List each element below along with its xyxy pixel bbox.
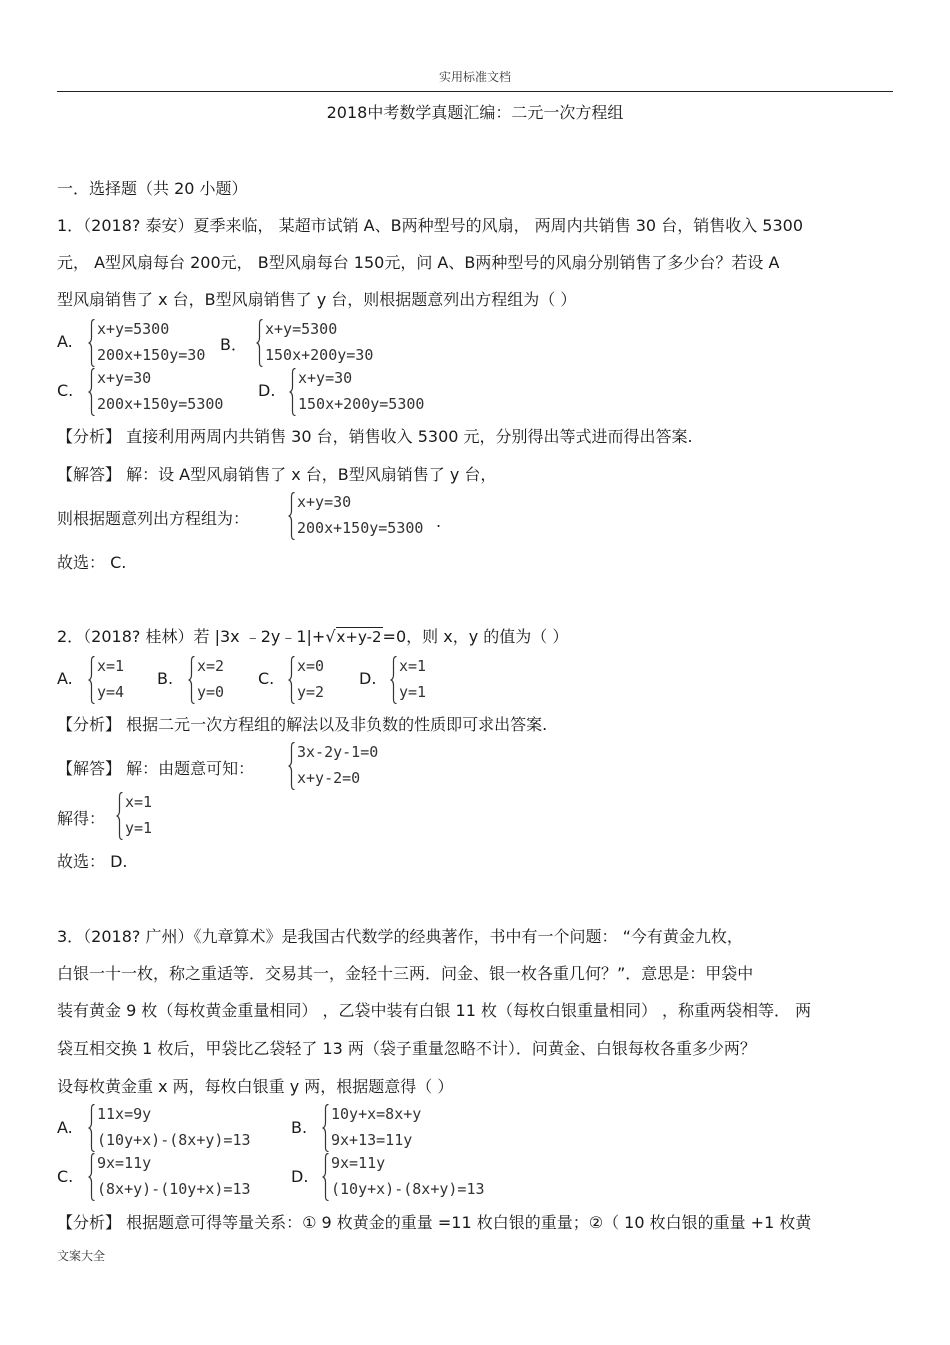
q3-option-b-label: B. [291, 1118, 308, 1137]
q2-answer: 故选： D. [57, 852, 128, 871]
q2-option-a-eq1: x=1 [97, 657, 125, 675]
q3-stem-line-1: 3．（2018? 广州）《九章算术》是我国古代数学的经典著作，书中有一个问题： “今有黄金九枚， [57, 927, 743, 946]
q2-option-c-eq1: x=0 [297, 657, 325, 675]
q2-option-d-label: D. [359, 669, 377, 688]
q2-radicand: x+y-2 [336, 628, 382, 646]
q3-option-c-eq2: (8x+y)-(10y+x)=13 [97, 1180, 251, 1198]
brace-icon [88, 1153, 95, 1201]
q3-analysis: 【分析】 根据题意可得等量关系：① 9 枚黄金的重量 =11 枚白银的重量；②（ 10 枚白银的重量 +1 枚黄 [57, 1213, 812, 1232]
brace-icon [288, 492, 295, 540]
q3-stem-line-4: 袋互相交换 1 枚后，甲袋比乙袋轻了 13 两（袋子重量忽略不计）．问黄金、白银每枚各重多少两？ [57, 1039, 756, 1058]
brace-icon [289, 368, 296, 416]
q3-option-d-eq1: 9x=11y [331, 1154, 386, 1172]
q3-option-b-eq2: 9x+13=11y [331, 1131, 413, 1149]
q1-stem-line-3: 型风扇销售了 x 台，B型风扇销售了 y 台，则根据题意列出方程组为（ ） [57, 290, 577, 309]
q2-option-c-eq2: y=2 [297, 683, 325, 701]
q1-option-a-system [88, 317, 218, 369]
q3-option-c-system [88, 1151, 264, 1203]
brace-icon [88, 1104, 95, 1152]
brace-icon [88, 656, 95, 704]
brace-icon [88, 319, 95, 367]
q2-option-c-label: C. [258, 669, 275, 688]
q1-solution-system [288, 490, 434, 542]
q2-option-d-system [390, 654, 450, 706]
q1-solution-period: . [436, 512, 442, 531]
q2-solution-eq1: 3x-2y-1=0 [297, 743, 379, 761]
q1-stem-line-1: 1．（2018? 泰安）夏季来临， 某超市试销 A、B两种型号的风扇， 两周内共销售 30 台，销售收入 5300 [57, 216, 803, 235]
q2-solution-system [288, 740, 398, 792]
brace-icon [256, 319, 263, 367]
q2-stem-suffix: =0，则 x，y 的值为（ ） [382, 627, 569, 646]
q3-option-c-label: C. [57, 1167, 74, 1186]
q1-option-d-eq2: 150x+200y=5300 [298, 395, 425, 413]
q3-option-b-system [322, 1102, 442, 1154]
q3-option-b-eq1: 10y+x=8x+y [331, 1105, 422, 1123]
q1-answer: 故选： C. [57, 553, 127, 572]
q1-stem-line-2: 元， A型风扇每台 200元， B型风扇每台 150元，问 A、B两种型号的风扇分别销售了多少台？若设 A [57, 253, 780, 272]
q3-option-d-label: D. [291, 1167, 309, 1186]
q1-option-c-label: C. [57, 381, 74, 400]
q2-stem-prefix: 2．（2018? 桂林）若 |3x ﹣2y﹣1|+ [57, 627, 326, 646]
q2-result-eq1: x=1 [125, 793, 153, 811]
q2-analysis: 【分析】 根据二元一次方程组的解法以及非负数的性质即可求出答案. [57, 715, 548, 734]
page-footer: 文案大全 [57, 1249, 106, 1263]
brace-icon [188, 656, 195, 704]
q3-option-c-eq1: 9x=11y [97, 1154, 152, 1172]
q2-option-b-eq2: y=0 [197, 683, 225, 701]
q3-stem-line-5: 设每枚黄金重 x 两，每枚白银重 y 两，根据题意得（ ） [57, 1077, 454, 1096]
q2-option-a-eq2: y=4 [97, 683, 125, 701]
q1-option-c-eq2: 200x+150y=5300 [97, 395, 224, 413]
q2-option-b-system [188, 654, 248, 706]
q1-option-a-eq2: 200x+150y=30 [97, 346, 206, 364]
q1-option-a-label: A. [57, 332, 73, 351]
q1-solution: 【解答】 解：设 A型风扇销售了 x 台，B型风扇销售了 y 台， [57, 465, 497, 484]
q3-option-a-eq2: (10y+x)-(8x+y)=13 [97, 1131, 251, 1149]
q1-option-c-system [88, 366, 234, 418]
q1-option-c-eq1: x+y=30 [97, 369, 152, 387]
section-heading: 一．选择题（共 20 小题） [57, 179, 248, 198]
q3-stem-line-2: 白银一十一枚，称之重适等．交易其一，金轻十三两．问金、银一枚各重几何？”．意思是：甲袋中 [57, 964, 754, 983]
brace-icon [116, 792, 123, 840]
q1-option-b-eq2: 150x+200y=30 [265, 346, 374, 364]
q2-result-label: 解得： [57, 809, 106, 828]
q3-option-d-eq2: (10y+x)-(8x+y)=13 [331, 1180, 485, 1198]
q2-result-system [116, 790, 176, 842]
q3-option-a-label: A. [57, 1118, 73, 1137]
q2-stem [57, 624, 568, 647]
q2-solution-eq2: x+y-2=0 [297, 769, 361, 787]
page-header: 实用标准文档 [438, 70, 511, 84]
q1-option-d-eq1: x+y=30 [298, 369, 353, 387]
q2-option-d-eq2: y=1 [399, 683, 427, 701]
brace-icon [322, 1153, 329, 1201]
document-title: 2018中考数学真题汇编：二元一次方程组 [326, 103, 624, 122]
q1-option-b-label: B． [220, 335, 247, 354]
q2-option-a-label: A. [57, 669, 73, 688]
q2-option-b-eq1: x=2 [197, 657, 225, 675]
brace-icon [390, 656, 397, 704]
q1-solution-line-2: 则根据题意列出方程组为： [57, 509, 250, 528]
q2-option-b-label: B. [157, 669, 174, 688]
q1-option-d-label: D. [258, 381, 276, 400]
q3-option-a-system [88, 1102, 264, 1154]
q1-analysis: 【分析】 直接利用两周内共销售 30 台，销售收入 5300 元，分别得出等式进而得出答案. [57, 427, 693, 446]
brace-icon [88, 368, 95, 416]
brace-icon [288, 656, 295, 704]
q1-solution-eq2: 200x+150y=5300 [297, 519, 424, 537]
q3-stem-line-3: 装有黄金 9 枚（每枚黄金重量相同） ，乙袋中装有白银 11 枚（每枚白银重量相同） ，称重两袋相等． 两 [57, 1001, 812, 1020]
q1-option-b-system [256, 317, 386, 369]
q3-option-d-system [322, 1151, 498, 1203]
sqrt-icon: √ [325, 627, 336, 646]
q3-option-a-eq1: 11x=9y [97, 1105, 152, 1123]
q1-option-b-eq1: x+y=5300 [265, 320, 338, 338]
brace-icon [322, 1104, 329, 1152]
q2-option-d-eq1: x=1 [399, 657, 427, 675]
header-rule [57, 91, 893, 92]
q2-solution: 【解答】 解：由题意可知： [57, 759, 255, 778]
q1-option-a-eq1: x+y=5300 [97, 320, 170, 338]
q1-solution-eq1: x+y=30 [297, 493, 352, 511]
q2-option-a-system [88, 654, 148, 706]
q2-result-eq2: y=1 [125, 819, 153, 837]
q2-option-c-system [288, 654, 348, 706]
q1-option-d-system [289, 366, 435, 418]
q2-radical [325, 627, 382, 646]
brace-icon [288, 742, 295, 790]
